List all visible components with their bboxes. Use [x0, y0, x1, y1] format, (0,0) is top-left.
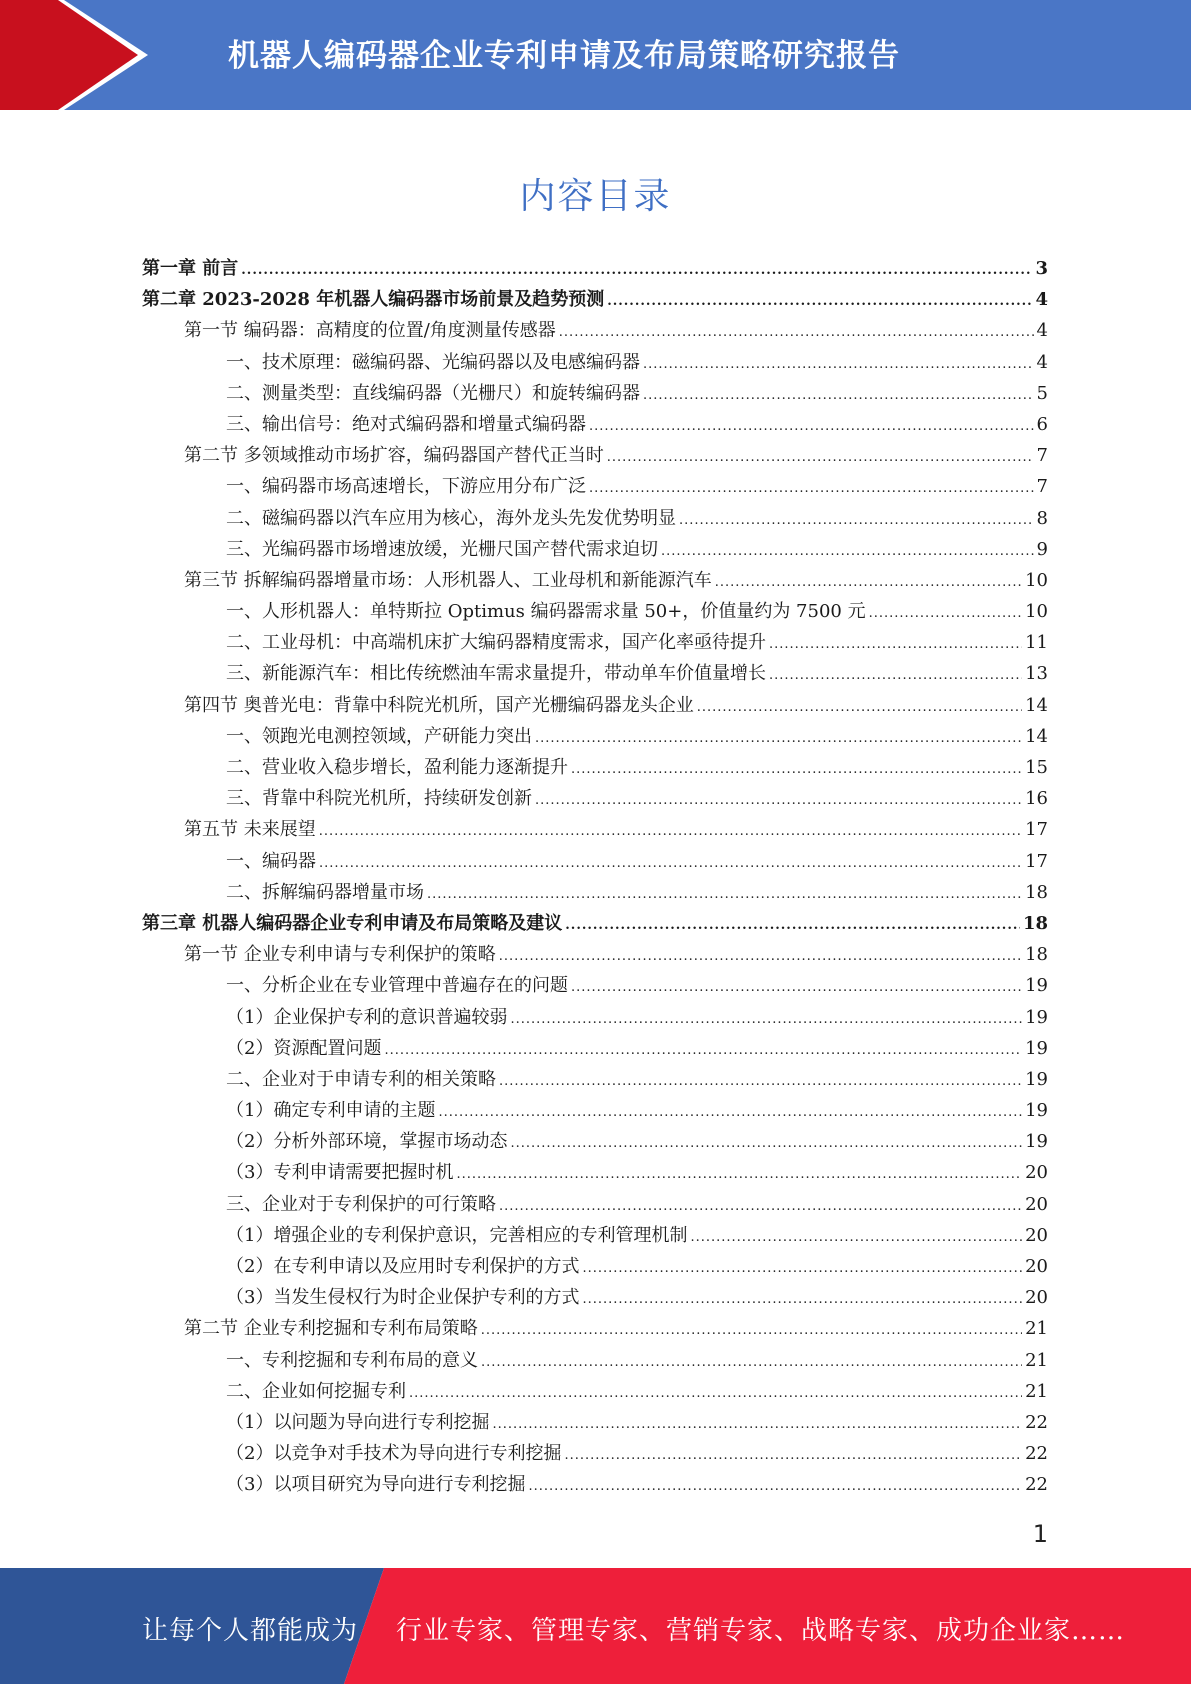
toc-entry[interactable]: [142, 971, 1048, 1002]
toc-entry-title: 二、营业收入稳步增长，盈利能力逐渐提升: [226, 757, 568, 778]
toc-entry-page: 11: [1025, 632, 1048, 654]
toc-dot-leader: [438, 1105, 1022, 1120]
toc-dot-leader: [241, 263, 1032, 278]
toc-dot-leader: [499, 949, 1022, 964]
toc-dot-leader: [510, 1012, 1022, 1027]
toc-dot-leader: [409, 1386, 1022, 1401]
toc-dot-leader: [535, 793, 1022, 808]
toc-entry[interactable]: [142, 1221, 1048, 1252]
toc-entry-title: 三、新能源汽车：相比传统燃油车需求量提升，带动单车价值量增长: [226, 663, 766, 685]
toc-entry-page: 18: [1025, 944, 1048, 966]
toc-entry-page: 9: [1036, 538, 1048, 560]
toc-dot-leader: [869, 606, 1023, 621]
toc-entry-page: 19: [1025, 1100, 1048, 1122]
toc-entry-page: 17: [1025, 850, 1048, 872]
table-of-contents: [142, 254, 1048, 1502]
toc-dot-leader: [481, 1323, 1022, 1338]
toc-entry-page: 18: [1022, 912, 1048, 934]
toc-entry-page: 17: [1025, 819, 1048, 841]
toc-entry[interactable]: [142, 909, 1048, 940]
toc-entry[interactable]: [142, 1096, 1048, 1127]
toc-entry-page: 21: [1025, 1380, 1048, 1402]
toc-entry-title: 第二节 多领域推动市场扩容，编码器国产替代正当时: [184, 445, 604, 467]
toc-entry-page: 20: [1025, 1193, 1048, 1215]
toc-entry[interactable]: [142, 254, 1048, 285]
toc-entry[interactable]: [142, 1190, 1048, 1221]
toc-entry-page: 22: [1025, 1474, 1048, 1496]
toc-entry-title: 一、人形机器人：单特斯拉 Optimus 编码器需求量 50+，价值量约为 7500 元: [226, 601, 866, 623]
toc-dot-leader: [535, 731, 1022, 746]
toc-entry[interactable]: [142, 316, 1048, 347]
toc-entry[interactable]: [142, 472, 1048, 503]
toc-entry-page: 4: [1035, 289, 1048, 311]
toc-entry-title: 一、专利挖掘和专利布局的意义: [226, 1349, 478, 1371]
toc-dot-leader: [528, 1479, 1022, 1494]
toc-entry-page: 19: [1025, 1006, 1048, 1028]
toc-dot-leader: [510, 1136, 1022, 1151]
toc-entry-page: 16: [1025, 788, 1048, 810]
toc-entry-title: 第一节 企业专利申请与专利保护的策略: [184, 944, 496, 966]
toc-dot-leader: [607, 294, 1032, 309]
toc-entry[interactable]: [142, 1439, 1048, 1470]
toc-entry-page: 20: [1025, 1162, 1048, 1184]
toc-entry[interactable]: [142, 815, 1048, 846]
toc-entry[interactable]: [142, 285, 1048, 316]
toc-dot-leader: [769, 637, 1022, 652]
toc-dot-leader: [679, 513, 1034, 528]
toc-entry-title: （2）在专利申请以及应用时专利保护的方式: [226, 1256, 580, 1277]
toc-entry-page: 4: [1036, 351, 1048, 373]
toc-entry[interactable]: [142, 441, 1048, 472]
toc-entry-title: 三、背靠中科院光机所，持续研发创新: [226, 788, 532, 810]
toc-entry-title: 第三章 机器人编码器企业专利申请及布局策略及建议: [142, 912, 563, 934]
toc-entry-page: 19: [1025, 1068, 1048, 1090]
toc-entry-title: （1）确定专利申请的主题: [226, 1100, 436, 1122]
toc-entry-title: 第二节 企业专利挖掘和专利布局策略: [184, 1318, 478, 1340]
header-arrow-graphic: [0, 0, 160, 110]
page-number: 1: [1032, 1520, 1048, 1548]
toc-entry-page: 14: [1025, 725, 1048, 747]
toc-entry-title: 一、编码器市场高速增长，下游应用分布广泛: [226, 476, 586, 498]
toc-entry[interactable]: [142, 691, 1048, 722]
toc-dot-leader: [607, 450, 1034, 465]
toc-entry[interactable]: [142, 878, 1048, 909]
toc-entry[interactable]: [142, 847, 1048, 878]
toc-dot-leader: [589, 481, 1034, 496]
toc-entry[interactable]: [142, 1283, 1048, 1314]
toc-entry-title: （3）以项目研究为导向进行专利挖掘: [226, 1474, 526, 1496]
toc-entry-page: 10: [1025, 601, 1048, 623]
toc-entry-page: 5: [1036, 382, 1048, 404]
toc-entry-page: 22: [1025, 1411, 1048, 1433]
toc-entry[interactable]: [142, 379, 1048, 410]
toc-dot-leader: [499, 1199, 1022, 1214]
toc-entry-title: 二、磁编码器以汽车应用为核心，海外龙头先发优势明显: [226, 507, 676, 529]
toc-entry[interactable]: [142, 1158, 1048, 1189]
toc-entry[interactable]: [142, 566, 1048, 597]
header-band: [0, 0, 1191, 110]
toc-entry-title: 二、拆解编码器增量市场: [226, 881, 424, 903]
toc-entry-title: 第四节 奥普光电：背靠中科院光机所，国产光栅编码器龙头企业: [184, 694, 694, 716]
toc-entry-page: 10: [1025, 569, 1048, 591]
toc-dot-leader: [499, 1074, 1022, 1089]
toc-entry-page: 20: [1025, 1224, 1048, 1246]
toc-entry-page: 21: [1025, 1318, 1048, 1340]
toc-entry[interactable]: [142, 597, 1048, 628]
toc-entry[interactable]: [142, 1470, 1048, 1501]
toc-entry-title: （1）增强企业的专利保护意识，完善相应的专利管理机制: [226, 1224, 688, 1246]
toc-dot-leader: [319, 824, 1022, 839]
toc-entry-page: 14: [1025, 694, 1048, 716]
toc-entry-title: 第二章 2023-2028 年机器人编码器市场前景及趋势预测: [142, 289, 605, 311]
toc-entry-page: 7: [1036, 445, 1048, 467]
toc-entry[interactable]: [142, 784, 1048, 815]
toc-dot-leader: [643, 357, 1034, 372]
toc-dot-leader: [571, 762, 1022, 777]
toc-entry-title: 一、领跑光电测控领域，产研能力突出: [226, 725, 532, 747]
toc-entry[interactable]: [142, 1377, 1048, 1408]
toc-dot-leader: [715, 575, 1022, 590]
toc-entry[interactable]: [142, 1127, 1048, 1158]
toc-entry-page: 20: [1025, 1287, 1048, 1309]
toc-entry-page: 20: [1025, 1256, 1048, 1277]
toc-dot-leader: [319, 856, 1022, 871]
toc-dot-leader: [492, 1417, 1022, 1432]
toc-entry[interactable]: [142, 504, 1048, 535]
toc-dot-leader: [565, 918, 1020, 933]
toc-entry[interactable]: [142, 1252, 1048, 1283]
footer-slogan-right: 行业专家、管理专家、营销专家、战略专家、成功企业家……: [396, 1616, 1126, 1646]
toc-dot-leader: [564, 1448, 1022, 1463]
report-title: 机器人编码器企业专利申请及布局策略研究报告: [228, 38, 900, 74]
toc-entry[interactable]: [142, 535, 1048, 566]
toc-entry-title: 一、技术原理：磁编码器、光编码器以及电感编码器: [226, 351, 640, 373]
toc-entry-page: 15: [1025, 757, 1048, 778]
toc-dot-leader: [571, 980, 1022, 995]
toc-dot-leader: [661, 544, 1034, 559]
footer-band: [0, 1568, 1191, 1684]
toc-dot-leader: [643, 388, 1034, 403]
toc-entry-title: 第一章 前言: [142, 258, 239, 279]
toc-dot-leader: [456, 1167, 1022, 1182]
toc-entry-title: （1）企业保护专利的意识普遍较弱: [226, 1006, 508, 1028]
toc-entry-page: 19: [1025, 975, 1048, 997]
toc-entry-page: 4: [1036, 320, 1048, 342]
toc-entry[interactable]: [142, 1408, 1048, 1439]
toc-entry[interactable]: [142, 410, 1048, 441]
toc-entry[interactable]: [142, 1003, 1048, 1034]
toc-dot-leader: [427, 887, 1022, 902]
toc-entry[interactable]: [142, 659, 1048, 690]
toc-entry-page: 7: [1036, 476, 1048, 498]
toc-entry-page: 19: [1025, 1037, 1048, 1059]
toc-entry-title: （2）以竞争对手技术为导向进行专利挖掘: [226, 1443, 562, 1465]
toc-dot-leader: [384, 1043, 1022, 1058]
toc-entry[interactable]: [142, 348, 1048, 379]
toc-entry-title: 二、工业母机：中高端机床扩大编码器精度需求，国产化率亟待提升: [226, 632, 766, 654]
toc-entry[interactable]: [142, 753, 1048, 784]
toc-dot-leader: [769, 668, 1022, 683]
toc-entry-title: （3）当发生侵权行为时企业保护专利的方式: [226, 1287, 580, 1309]
toc-entry-page: 3: [1035, 258, 1048, 279]
toc-entry-title: 第三节 拆解编码器增量市场：人形机器人、工业母机和新能源汽车: [184, 569, 712, 591]
toc-entry-page: 8: [1036, 507, 1048, 529]
toc-entry-page: 13: [1025, 663, 1048, 685]
toc-entry-title: 二、企业对于申请专利的相关策略: [226, 1068, 496, 1090]
toc-entry[interactable]: [142, 1314, 1048, 1345]
toc-entry-title: 二、企业如何挖掘专利: [226, 1380, 406, 1402]
toc-dot-leader: [582, 1261, 1022, 1276]
toc-entry-title: 三、企业对于专利保护的可行策略: [226, 1193, 496, 1215]
toc-entry-page: 21: [1025, 1349, 1048, 1371]
toc-dot-leader: [697, 700, 1022, 715]
toc-entry[interactable]: [142, 1346, 1048, 1377]
footer-slogan-left: 让每个人都能成为: [142, 1616, 359, 1646]
toc-entry[interactable]: [142, 628, 1048, 659]
toc-entry-title: （3）专利申请需要把握时机: [226, 1162, 454, 1184]
toc-entry-page: 6: [1036, 413, 1048, 435]
toc-dot-leader: [559, 325, 1034, 340]
toc-entry-page: 18: [1025, 881, 1048, 903]
toc-entry-title: （1）以问题为导向进行专利挖掘: [226, 1411, 490, 1433]
toc-heading: 内容目录: [519, 176, 672, 217]
toc-dot-leader: [481, 1355, 1022, 1370]
toc-entry-title: 一、分析企业在专业管理中普遍存在的问题: [226, 975, 568, 997]
toc-dot-leader: [582, 1292, 1022, 1307]
toc-entry-title: 二、测量类型：直线编码器（光栅尺）和旋转编码器: [226, 382, 640, 404]
toc-entry-page: 19: [1025, 1131, 1048, 1153]
toc-entry-page: 22: [1025, 1443, 1048, 1465]
toc-entry-title: （2）资源配置问题: [226, 1037, 382, 1059]
toc-entry-title: 三、光编码器市场增速放缓，光栅尺国产替代需求迫切: [226, 538, 658, 560]
toc-entry-title: 第五节 未来展望: [184, 819, 316, 841]
toc-entry-title: 第一节 编码器：高精度的位置/角度测量传感器: [184, 320, 556, 342]
toc-entry-title: （2）分析外部环境，掌握市场动态: [226, 1131, 508, 1153]
toc-entry-title: 三、输出信号：绝对式编码器和增量式编码器: [226, 413, 586, 435]
toc-entry[interactable]: [142, 722, 1048, 753]
toc-dot-leader: [589, 419, 1034, 434]
toc-entry[interactable]: [142, 1065, 1048, 1096]
toc-entry[interactable]: [142, 1034, 1048, 1065]
toc-dot-leader: [690, 1230, 1022, 1245]
toc-entry-title: 一、编码器: [226, 850, 316, 872]
toc-entry[interactable]: [142, 940, 1048, 971]
